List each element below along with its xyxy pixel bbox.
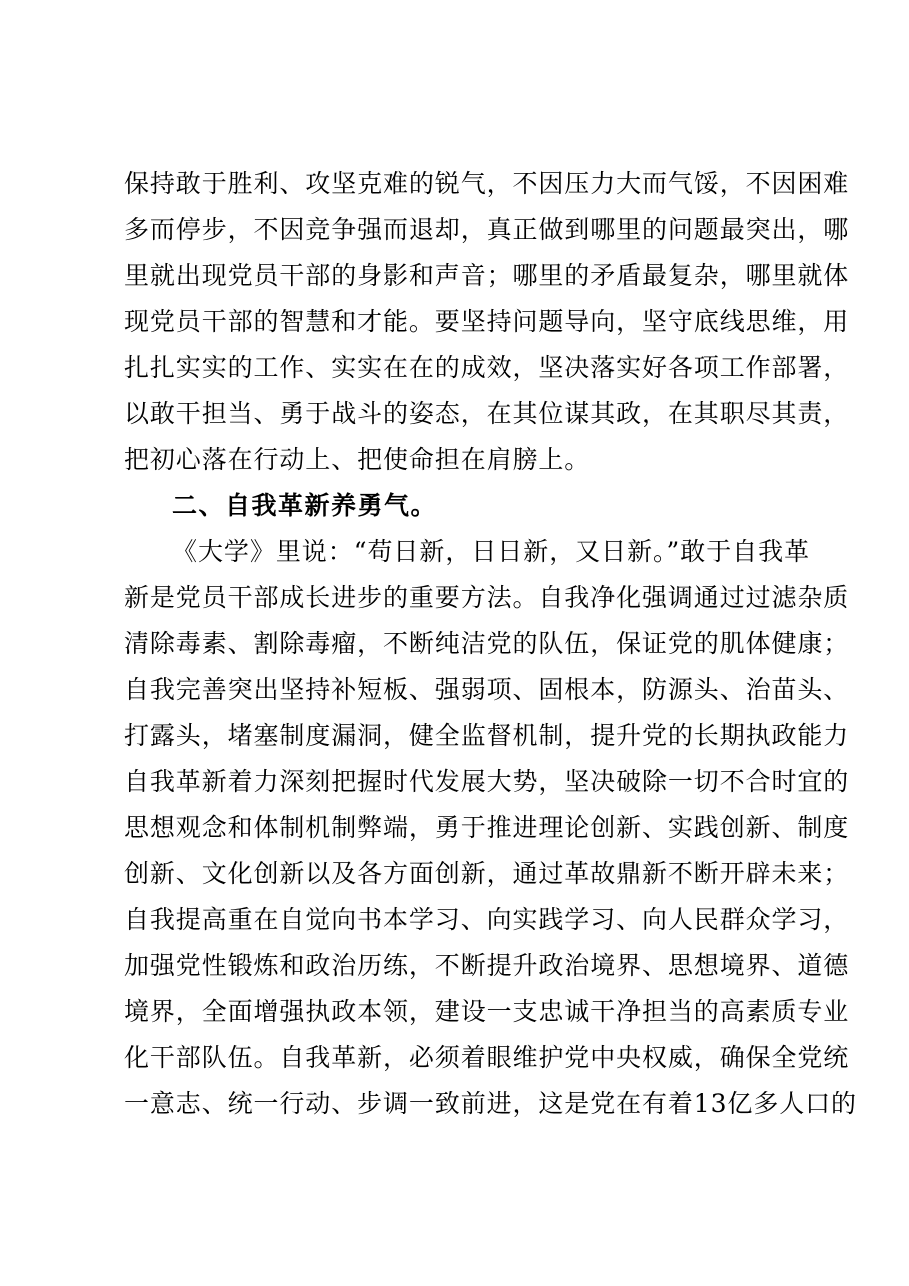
paragraph-2-line-12: 化干部队伍。自我革新，必须着眼维护党中央权威，确保全党统 [124, 1043, 850, 1072]
section-heading: 二、自我革新养勇气。 [172, 491, 438, 520]
document-body [124, 0, 857, 1286]
paragraph-2-line-8: 创新、文化创新以及各方面创新，通过革故鼎新不断开辟未来； [124, 859, 850, 888]
paragraph-1-line-7: 把初心落在行动上、把使命担在肩膀上。 [124, 445, 591, 474]
paragraph-1-line-6: 以敢干担当、勇于战斗的姿态，在其位谋其政，在其职尽其责， [124, 399, 850, 428]
paragraph-1-line-1: 保持敢于胜利、攻坚克难的锐气，不因压力大而气馁，不因困难 [124, 169, 850, 198]
paragraph-2-line-3: 清除毒素、割除毒瘤，不断纯洁党的队伍，保证党的肌体健康； [124, 629, 850, 658]
paragraph-1-line-3: 里就出现党员干部的身影和声音；哪里的矛盾最复杂，哪里就体 [124, 261, 850, 290]
paragraph-1-line-2: 多而停步，不因竞争强而退却，真正做到哪里的问题最突出，哪 [124, 215, 850, 244]
paragraph-2-line-10: 加强党性锻炼和政治历练，不断提升政治境界、思想境界、道德 [124, 951, 850, 980]
paragraph-2-line-9: 自我提高重在自觉向书本学习、向实践学习、向人民群众学习， [124, 905, 850, 934]
paragraph-1-line-4: 现党员干部的智慧和才能。要坚持问题导向，坚守底线思维，用 [124, 307, 850, 336]
paragraph-2-line-7: 思想观念和体制机制弊端，勇于推进理论创新、实践创新、制度 [124, 813, 850, 842]
paragraph-2-line-4: 自我完善突出坚持补短板、强弱项、固根本，防源头、治苗头、 [124, 675, 850, 704]
paragraph-2-line-11: 境界，全面增强执政本领，建设一支忠诚干净担当的高素质专业 [124, 997, 850, 1026]
paragraph-1-line-5: 扎扎实实的工作、实实在在的成效，坚决落实好各项工作部署， [124, 353, 850, 382]
paragraph-2-line-1: 《大学》里说：“苟日新，日日新，又日新。”敢于自我革 [172, 537, 810, 566]
paragraph-2-line-2: 新是党员干部成长进步的重要方法。自我净化强调通过过滤杂质 [124, 583, 850, 612]
paragraph-2-line-13: 一意志、统一行动、步调一致前进，这是党在有着13亿多人口的 [124, 1089, 857, 1118]
paragraph-2-line-6: 自我革新着力深刻把握时代发展大势，坚决破除一切不合时宜的 [124, 767, 850, 796]
paragraph-2-line-5: 打露头，堵塞制度漏洞，健全监督机制，提升党的长期执政能力 [124, 721, 850, 750]
